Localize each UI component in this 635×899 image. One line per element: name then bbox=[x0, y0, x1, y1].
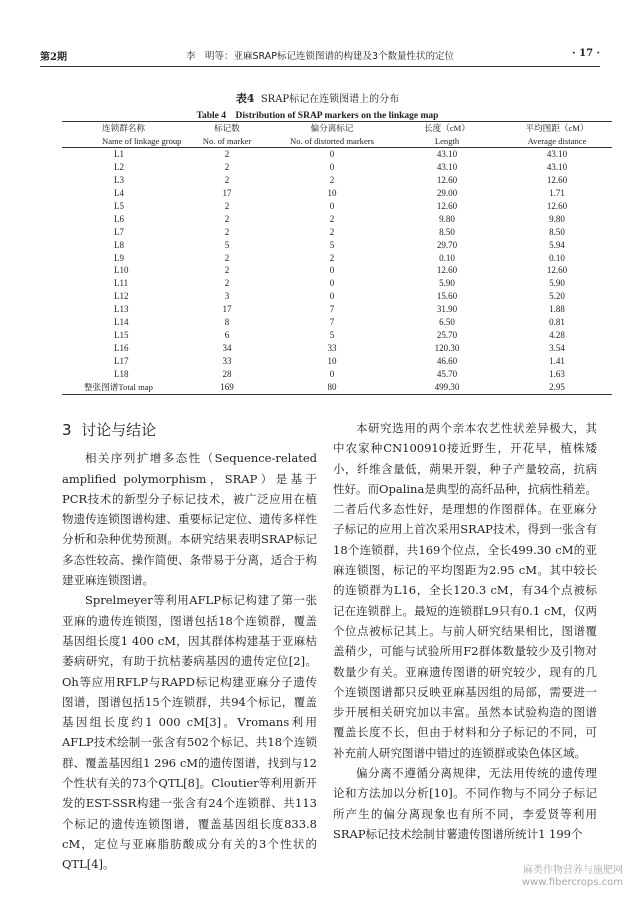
table-cell: 2 bbox=[224, 149, 230, 160]
table-cell: 12.60 bbox=[436, 201, 458, 211]
watermark-line: 麻类作物营养与施肥网 bbox=[523, 865, 623, 876]
total-distorted: 80 bbox=[272, 380, 392, 395]
table-row bbox=[62, 187, 612, 200]
table-cell: 5.94 bbox=[549, 239, 565, 250]
table-cell: 1.88 bbox=[549, 304, 565, 315]
table-cell: 5 bbox=[329, 239, 335, 250]
table-cell: 7 bbox=[329, 304, 335, 315]
table-cell: 1.63 bbox=[549, 368, 565, 379]
table-cell: L15 bbox=[114, 329, 129, 340]
table-cell: 0 bbox=[329, 149, 335, 160]
col-header-cn: 偏分离标记 bbox=[272, 122, 392, 135]
table-cell: L6 bbox=[114, 213, 124, 224]
table-cell: 0 bbox=[329, 201, 335, 211]
table-row bbox=[62, 174, 612, 187]
table-cell: L10 bbox=[114, 265, 129, 276]
page-number: · 17 · bbox=[572, 48, 600, 59]
table-cell: 2 bbox=[224, 226, 230, 237]
table-cell: 46.60 bbox=[436, 355, 458, 366]
table-cell: 2 bbox=[224, 252, 230, 263]
total-length: 499.30 bbox=[392, 380, 502, 395]
table-cell: 2 bbox=[224, 201, 230, 211]
section-heading bbox=[62, 420, 317, 440]
table-cell: 12.60 bbox=[436, 265, 458, 276]
table-cell: 0 bbox=[329, 265, 335, 276]
col-header-cn: 连锁群名称 bbox=[62, 122, 182, 135]
table-row bbox=[62, 161, 612, 174]
table-cell: L7 bbox=[114, 226, 124, 237]
table-cell: 2 bbox=[224, 175, 230, 186]
table-row bbox=[62, 225, 612, 238]
table-cell: 10 bbox=[327, 188, 337, 199]
table-cell: 34 bbox=[222, 342, 232, 353]
table-cell: 43.10 bbox=[546, 162, 568, 173]
table-row bbox=[62, 238, 612, 251]
table-row bbox=[62, 367, 612, 380]
header-rule bbox=[40, 66, 600, 67]
table-cell: L16 bbox=[114, 342, 129, 353]
total-label-en: Total map bbox=[118, 382, 153, 393]
table-cell: L2 bbox=[114, 162, 124, 173]
table-cell: 2 bbox=[329, 213, 335, 224]
table-cell: 12.60 bbox=[436, 175, 458, 186]
table-cell: 3.54 bbox=[549, 342, 565, 353]
table-label: 表4 bbox=[235, 92, 255, 105]
table-cell: 29.00 bbox=[436, 188, 458, 199]
total-label-cn: 整张图谱 bbox=[84, 382, 119, 393]
left-column bbox=[62, 418, 317, 875]
table-cell: 43.10 bbox=[546, 149, 568, 160]
table-cell: 8 bbox=[224, 317, 230, 328]
col-header-en: Name of linkage group bbox=[62, 134, 182, 148]
table-cell: 29.70 bbox=[436, 239, 458, 250]
table-cell: 2 bbox=[224, 265, 230, 276]
table-cell: L5 bbox=[114, 201, 124, 211]
watermark-url: www.fibercrops.com bbox=[521, 877, 623, 888]
table-cell: 2 bbox=[329, 175, 335, 186]
col-header-en: Length bbox=[392, 134, 502, 148]
table-row bbox=[62, 251, 612, 264]
table-header-en bbox=[62, 134, 612, 148]
right-column bbox=[333, 418, 597, 844]
table-caption-cn bbox=[0, 90, 635, 106]
section-title: 讨论与结论 bbox=[81, 421, 157, 439]
table-cell: 0.10 bbox=[439, 252, 455, 263]
table-cell: 6.50 bbox=[439, 317, 455, 328]
table-row bbox=[62, 264, 612, 277]
running-header bbox=[40, 44, 600, 68]
table-cell: 28 bbox=[222, 368, 232, 379]
total-markers: 169 bbox=[182, 380, 272, 395]
table-row bbox=[62, 316, 612, 329]
table-cell: 7 bbox=[329, 317, 335, 328]
paragraph: Sprelmeyer等利用AFLP标记构建了第一张亚麻的遗传连锁图，图谱包括18个连锁群，覆盖基因组长度1 400 cM，因其群体构建基于亚麻枯萎病研究，有助于抗枯萎病基因的遗传定位[2]。Oh等应用RFLP与RAPD标记构建亚麻分子遗传图谱，图谱包括15个连锁群，共94个标记，覆盖基因组长度约1 000 cM[3]。Vromans利用AFLP技术绘制一张含有502个标记、共18个连锁群、覆盖基因组1 296 cM的遗传图谱，找到与12个性状有关的73个QTL[8]。Cloutier等利用新开发的EST-SSR构建一张含有24个连锁群、共113个标记的遗传连锁图谱，覆盖基因组长度833.8 cM，定位与亚麻脂肪酸成分有关的3个性状的QTL[4]。 bbox=[62, 593, 317, 872]
srap-distribution-table bbox=[62, 121, 612, 395]
table-cell: 0 bbox=[329, 291, 335, 302]
table-row bbox=[62, 212, 612, 225]
table-cell: 10 bbox=[327, 355, 337, 366]
table-cell: 8.50 bbox=[549, 226, 565, 237]
table-cell: 2 bbox=[329, 252, 335, 263]
table-cell: 31.90 bbox=[436, 304, 458, 315]
table-cell: 5.90 bbox=[549, 278, 565, 289]
total-avg-distance: 2.95 bbox=[502, 380, 612, 395]
section-number: 3 bbox=[62, 421, 72, 439]
table-caption-en: Table 4 Distribution of SRAP markers on the linkage map bbox=[196, 111, 439, 121]
table-cell: 45.70 bbox=[436, 368, 458, 379]
table-cell: L14 bbox=[114, 317, 129, 328]
table-cell: 5 bbox=[224, 239, 230, 250]
table-cell: 2 bbox=[329, 226, 335, 237]
table-body bbox=[62, 148, 612, 381]
table-row bbox=[62, 148, 612, 161]
table-cell: 25.70 bbox=[436, 329, 458, 340]
table-cell: 9.80 bbox=[549, 213, 565, 224]
table-cell: L4 bbox=[114, 188, 124, 199]
running-title: 李 明等：亚麻SRAP标记连锁图谱的构建及3个数量性状的定位 bbox=[185, 51, 455, 62]
paragraph: 本研究选用的两个亲本农艺性状差异极大，其中农家种CN100910接近野生，开花早，植株矮小，纤维含量低，蒴果开裂，种子产量较高，抗病性好。而Opalina是典型的高纤品种，抗病性稍差。二者后代多态性好，是理想的作图群体。在亚麻分子标记的应用上首次采用SRAP技术，得到一张含有18个连锁群，共169个位点，全长499.30 cM的亚麻连锁图，标记的平均图距为2.95 cM。其中较长的连锁群为L16，全长120.3 cM，有34个点被标记在连锁群上。最短的连锁群L9只有0.1 cM，仅两个位点被标记其上。与前人研究结果相比，图谱覆盖稍少，可能与试验所用F2群体数量较少及引物对数量少有关。亚麻遗传图谱的研究较少，现有的几个连锁图谱都只反映亚麻基因组的局部，需要进一步开展相关研究加以丰富。虽然本试验构造的图谱覆盖长度不长，但由于材料和分子标记的不同，可补充前人研究图谱中错过的连锁群或染色体区域。 bbox=[333, 421, 597, 760]
table-cell: 17 bbox=[222, 188, 232, 199]
table-cell: 12.60 bbox=[546, 175, 568, 186]
paragraph: 相关序列扩增多态性（Sequence-related amplified polymorphism，SRAP）是基于PCR技术的新型分子标记技术，被广泛应用在植物遗传连锁图谱构建、重要标记定位、遗传多样性分析和杂种优势预测。本研究结果表明SRAP标记多态性较高、操作简便、条带易于分离，适合于构建亚麻连锁图谱。 bbox=[62, 451, 317, 588]
table-cell: 0.81 bbox=[549, 317, 565, 328]
table-cell: L1 bbox=[114, 149, 124, 160]
table-cell: 12.60 bbox=[546, 201, 568, 211]
col-header-en: No. of distorted markers bbox=[272, 134, 392, 148]
table-cell: 2 bbox=[224, 162, 230, 173]
table-row bbox=[62, 328, 612, 341]
table-cell: 12.60 bbox=[546, 265, 568, 276]
table-title-cn: SRAP标记在连锁图谱上的分布 bbox=[260, 94, 400, 105]
table-cell: 33 bbox=[222, 355, 232, 366]
table-cell: 5.20 bbox=[549, 291, 565, 302]
table-cell: 2 bbox=[224, 213, 230, 224]
table-cell: 120.30 bbox=[434, 342, 460, 353]
col-header-cn: 平均图距（cM） bbox=[502, 122, 612, 135]
table-cell: 43.10 bbox=[436, 162, 458, 173]
table-header-cn bbox=[62, 122, 612, 135]
table-row bbox=[62, 354, 612, 367]
table-cell: 3 bbox=[224, 291, 230, 302]
total-label bbox=[62, 380, 182, 395]
col-header-cn: 标记数 bbox=[182, 122, 272, 135]
col-header-en: Average distance bbox=[502, 134, 612, 148]
table-cell: 9.80 bbox=[439, 213, 455, 224]
table-cell: 4.28 bbox=[549, 329, 565, 340]
table-cell: 1.41 bbox=[549, 355, 565, 366]
table-row bbox=[62, 303, 612, 316]
table-cell: L12 bbox=[114, 291, 129, 302]
table-total-row bbox=[62, 380, 612, 395]
table-cell: 5.90 bbox=[439, 278, 455, 289]
table-cell: 1.71 bbox=[549, 188, 565, 199]
table-cell: 0 bbox=[329, 162, 335, 173]
table-row bbox=[62, 200, 612, 213]
table-cell: 2 bbox=[224, 278, 230, 289]
table-cell: L11 bbox=[114, 278, 129, 289]
table-cell: 8.50 bbox=[439, 226, 455, 237]
table-cell: L3 bbox=[114, 175, 124, 186]
table-row bbox=[62, 277, 612, 290]
table-cell: 15.60 bbox=[436, 291, 458, 302]
table-cell: L13 bbox=[114, 304, 129, 315]
table-row bbox=[62, 341, 612, 354]
table-row bbox=[62, 290, 612, 303]
table-cell: L8 bbox=[114, 239, 124, 250]
table-cell: 43.10 bbox=[436, 149, 458, 160]
issue-number: 第2期 bbox=[40, 52, 67, 63]
table-cell: L9 bbox=[114, 252, 124, 263]
col-header-cn: 长度（cM） bbox=[392, 122, 502, 135]
table-cell: 0 bbox=[329, 368, 335, 379]
table-cell: 0 bbox=[329, 278, 335, 289]
table-cell: L18 bbox=[114, 368, 129, 379]
table-cell: L17 bbox=[114, 355, 129, 366]
table-cell: 6 bbox=[224, 329, 230, 340]
watermark bbox=[522, 865, 623, 889]
paragraph: 偏分离不遵循分离规律，无法用传统的遗传理论和方法加以分析[10]。不同作物与不同分子标记所产生的偏分离现象也有所不同，李爱贤等利用SRAP标记技术绘制甘薯遗传图谱所统计1 199个 bbox=[333, 766, 597, 841]
col-header-en: No. of marker bbox=[182, 134, 272, 148]
table-cell: 5 bbox=[329, 329, 335, 340]
table-cell: 17 bbox=[222, 304, 232, 315]
table-cell: 0.10 bbox=[549, 252, 565, 263]
table-cell: 33 bbox=[327, 342, 337, 353]
